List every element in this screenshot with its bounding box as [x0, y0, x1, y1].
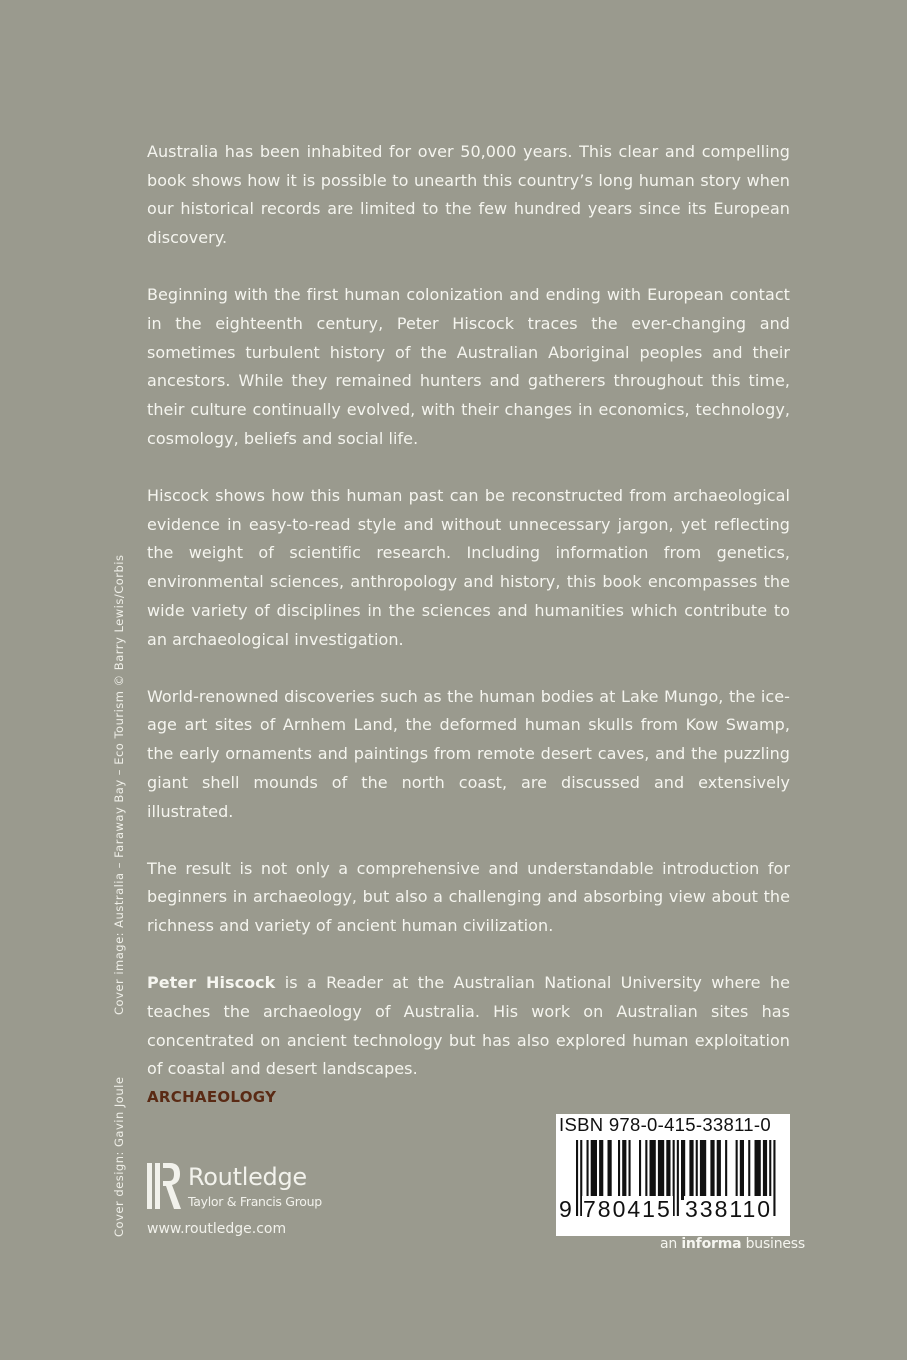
barcode-bar — [591, 1140, 597, 1200]
blurb-paragraph-2: Beginning with the first human colonization and ending with European contact in the eighteenth century, Peter Hiscock traces the ever-changing and sometimes turbulent history of the Australian Aboriginal peoples and their ancestors. While they remained hunters and gatherers throughout this time, their culture continually evolved, with their changes in economics, technology, cosmology, beliefs and social life. — [147, 285, 790, 448]
barcode-bar — [755, 1140, 761, 1200]
barcode-bar — [629, 1140, 631, 1200]
barcode-bar — [725, 1140, 727, 1200]
barcode-bar — [717, 1140, 721, 1200]
barcode-bar — [622, 1140, 626, 1200]
category-label: ARCHAEOLOGY — [147, 1088, 277, 1106]
informa-tagline — [660, 1236, 805, 1252]
publisher-website[interactable]: www.routledge.com — [147, 1221, 287, 1237]
barcode-bar — [748, 1140, 750, 1200]
informa-prefix: an — [660, 1236, 682, 1252]
isbn-barcode — [556, 1114, 790, 1236]
informa-suffix: business — [741, 1236, 805, 1252]
barcode-bar — [763, 1140, 767, 1200]
barcode-bar — [681, 1140, 685, 1200]
blurb-paragraph-3: Hiscock shows how this human past can be reconstructed from archaeological evidence in easy-to-read style and without unnecessary jargon, yet reflecting the weight of scientific research. Including information from genetics, environmental sciences, anthropology and history, this book encompasses the wide variety of disciplines in the sciences and humanities which contribute to an archaeological investigation. — [147, 486, 790, 649]
blurb-paragraph-1: Australia has been inhabited for over 50,000 years. This clear and compelling book shows how it is possible to unearth this country’s long human story when our historical records are limited to the few hundred years since its European discovery. — [147, 142, 790, 248]
barcode-bar — [608, 1140, 612, 1200]
author-bio — [147, 969, 790, 1084]
barcode-bar — [645, 1140, 647, 1200]
publisher-name: Routledge — [188, 1163, 307, 1191]
isbn-number: ISBN 978-0-415-33811-0 — [559, 1114, 771, 1135]
blurb — [147, 138, 790, 1084]
blurb-paragraph-5: The result is not only a comprehensive and understandable introduction for beginners in archaeology, but also a challenging and absorbing view about the richness and variety of ancient human civilization. — [147, 858, 790, 936]
barcode-bar — [710, 1140, 714, 1200]
barcode-bar — [639, 1140, 641, 1200]
barcode-digits-left: 780415 — [583, 1196, 672, 1222]
barcode-digits-right: 338110 — [685, 1196, 773, 1222]
barcode-bar — [650, 1140, 656, 1200]
author-name: Peter Hiscock — [147, 973, 276, 993]
routledge-r-icon — [146, 1162, 182, 1212]
author-bio-text: is a Reader at the Australian National University where he teaches the archaeology of Australia. His work on Australian sites has concentrated on ancient technology but has also explored human exploitation of coastal and desert landscapes. — [147, 973, 790, 1079]
barcode-bar — [740, 1140, 744, 1200]
barcode-bar — [696, 1140, 698, 1200]
barcode-bar — [658, 1140, 664, 1200]
blurb-paragraph-4: World-renowned discoveries such as the human bodies at Lake Mungo, the ice-age art sites of Arnhem Land, the deformed human skulls from Kow Swamp, the early ornaments and paintings from remote desert caves, and the puzzling giant shell mounds of the north coast, are discussed and extensively illustrated. — [147, 686, 790, 821]
barcode-bar — [666, 1140, 670, 1200]
cover-design-credit: Cover design: Gavin Joule — [112, 1076, 126, 1237]
cover-image-credit: Cover image: Australia – Faraway Bay – Eco Tourism © Barry Lewis/Corbis — [112, 554, 126, 1015]
barcode-bar — [689, 1140, 693, 1200]
barcode-bar — [618, 1140, 620, 1200]
barcode-bar — [587, 1140, 589, 1200]
barcode-bar — [736, 1140, 738, 1200]
publisher-group: Taylor & Francis Group — [188, 1194, 322, 1209]
routledge-logo — [146, 1162, 336, 1212]
barcode-digits — [556, 1196, 790, 1226]
barcode-bar — [700, 1140, 706, 1200]
barcode-digit-first: 9 — [559, 1196, 572, 1222]
informa-brand: informa — [681, 1236, 742, 1252]
barcode-bar — [599, 1140, 603, 1200]
